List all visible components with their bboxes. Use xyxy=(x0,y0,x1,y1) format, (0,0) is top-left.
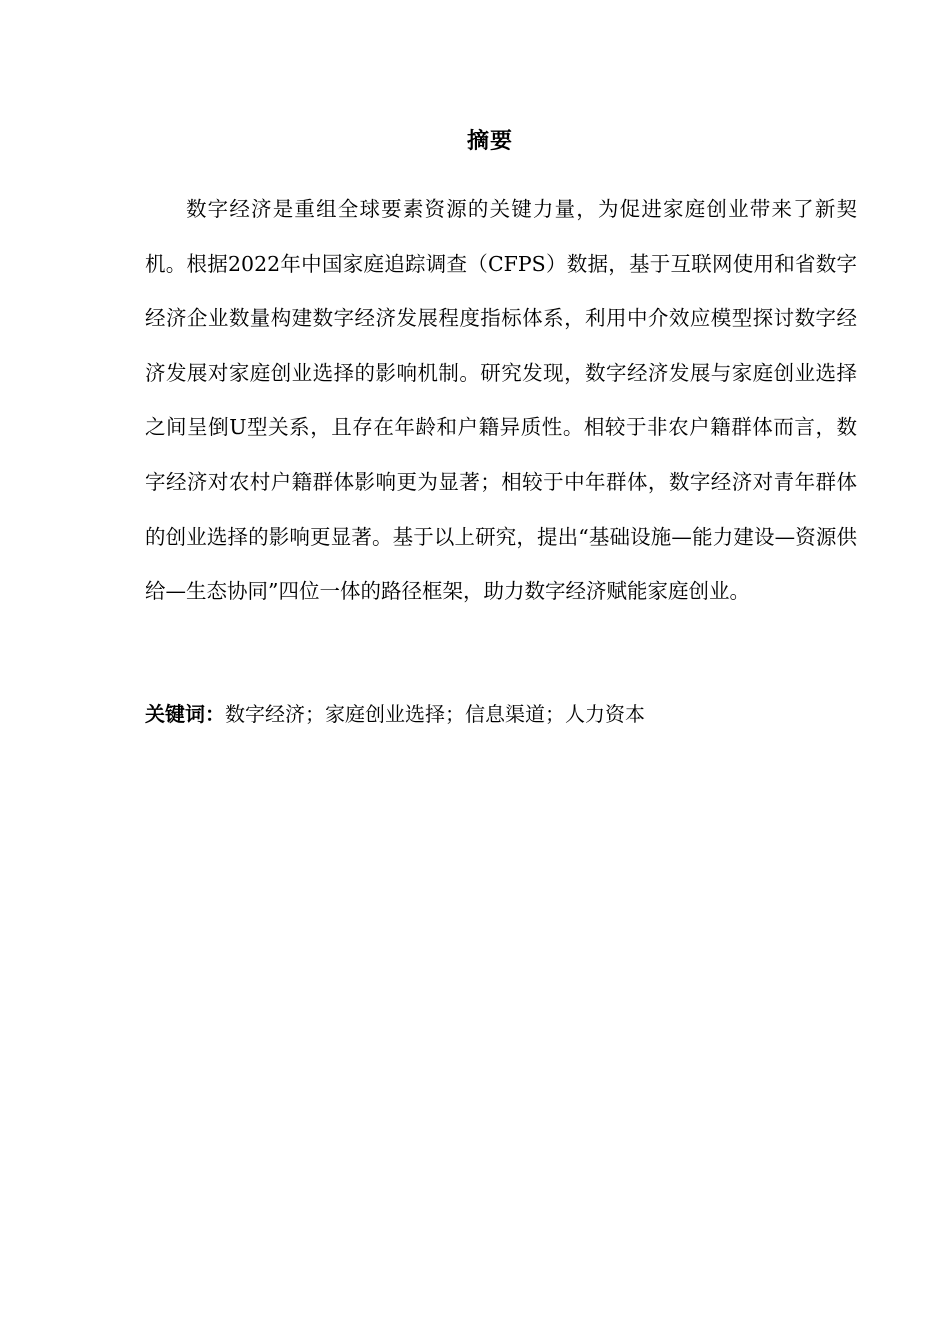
keywords-label: 关键词： xyxy=(145,702,225,726)
keywords-line xyxy=(145,698,857,730)
abstract-title: 摘要 xyxy=(466,129,513,154)
abstract-body: 数字经济是重组全球要素资源的关键力量，为促进家庭创业带来了新契机。根据2022年中国家庭追踪调查（CFPS）数据，基于互联网使用和省数字经济企业数量构建数字经济发展程度指标体系，利用中介效应模型探讨数字经济发展对家庭创业选择的影响机制。研究发现，数字经济发展与家庭创业选择之间呈倒U型关系，且存在年龄和户籍异质性。相较于非农户籍群体而言，数字经济对农村户籍群体影响更为显著；相较于中年群体，数字经济对青年群体的创业选择的影响更显著。基于以上研究，提出“基础设施—能力建设—资源供给—生态协同”四位一体的路径框架，助力数字经济赋能家庭创业。 xyxy=(145,197,857,604)
keywords-list: 数字经济；家庭创业选择；信息渠道；人力资本 xyxy=(225,702,645,726)
